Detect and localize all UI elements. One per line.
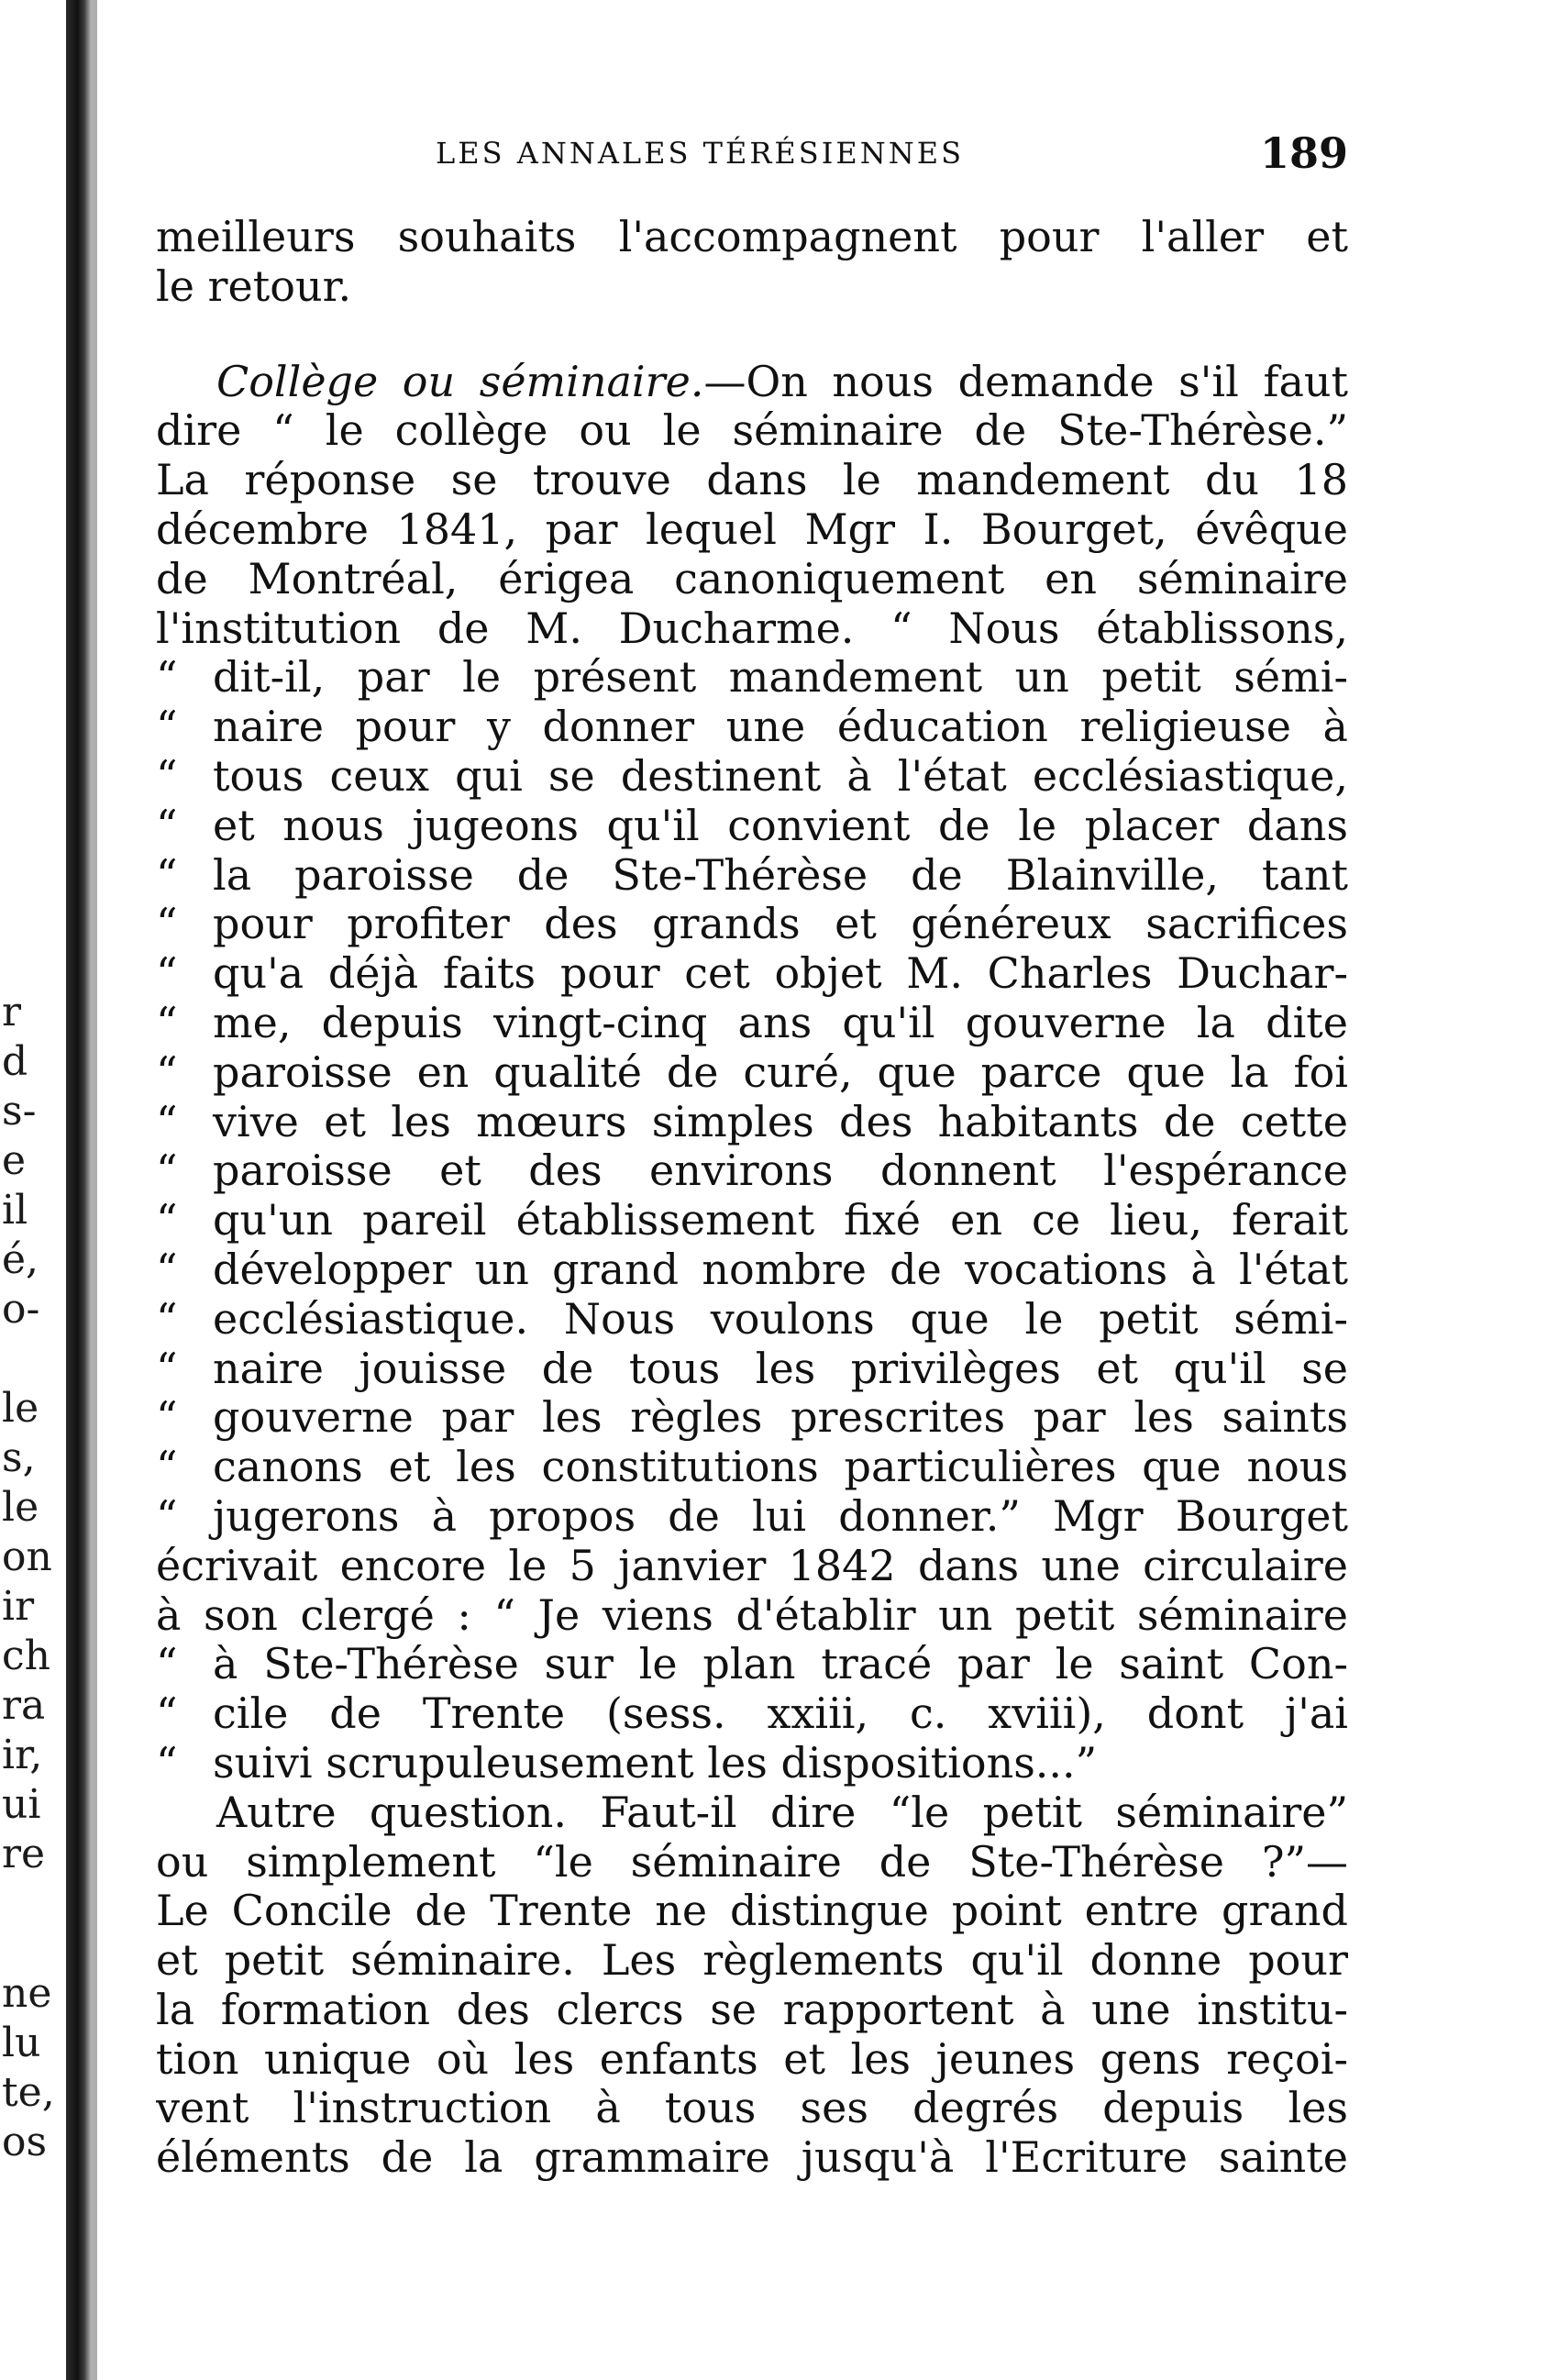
quote-mark: “ [156,1689,178,1739]
text-run: Autre question. Faut-il dire “le petit séminaire” [216,1788,1348,1837]
quote-mark: “ [156,1294,178,1344]
quote-mark: “ [156,1196,178,1245]
quoted-text: qu'a déjà faits pour cet objet M. Charles Duchar- [213,949,1348,999]
quote-mark: “ [156,1393,178,1443]
margin-fragment: é, [2,1236,39,1283]
text-line [156,358,1348,407]
quoted-text: paroisse en qualité de curé, que parce que la foi [213,1047,1348,1097]
quote-mark: “ [156,1344,178,1393]
quoted-text: me, depuis vingt-cinq ans qu'il gouverne la dite [213,998,1348,1047]
quoted-text: jugerons à propos de lui donner.” Mgr Bourget [213,1491,1348,1541]
quoted-line [156,653,1348,703]
adjacent-page-fragments [2,0,62,2380]
paragraph-gap [156,312,1348,358]
quoted-line [156,752,1348,802]
quoted-text: canons et les constitutions particulières que nous [213,1443,1348,1492]
quote-mark: “ [156,1047,178,1097]
margin-fragment: lu [2,2020,41,2066]
quoted-text: la paroisse de Ste-Thérèse de Blainville, tant [213,850,1348,900]
quoted-line [156,1098,1348,1147]
margin-fragment: ra [2,1682,46,1729]
quoted-text: et nous jugeons qu'il convient de le placer dans [213,801,1348,850]
margin-fragment: os [2,2119,48,2165]
quoted-text: tous ceux qui se destinent à l'état ecclésiastique, [213,751,1348,801]
section-heading: Collège ou séminaire. [216,357,704,406]
quoted-line [156,802,1348,851]
quote-mark: “ [156,1640,178,1689]
quote-mark: “ [156,850,178,900]
quoted-text: pour profiter des grands et généreux sacrifices [213,900,1348,949]
quoted-text: cile de Trente (sess. xxiii, c. xviii), dont j'ai [213,1689,1348,1739]
quote-mark: “ [156,703,178,752]
text-line: meilleurs souhaits l'accompagnent pour l'aller et [156,213,1348,261]
paragraph-continuation [156,213,1348,312]
quoted-text: qu'un pareil établissement fixé en ce lieu, ferait [213,1196,1348,1245]
quoted-text: naire jouisse de tous les privilèges et qu'il se [213,1344,1348,1393]
text-line [156,1788,1348,1838]
text-line: le retour. [156,261,352,311]
margin-fragment: on [2,1533,52,1580]
quoted-line [156,1295,1348,1345]
margin-fragment: o- [2,1286,40,1333]
quoted-line [156,1689,1348,1739]
margin-fragment: le [2,1484,39,1531]
quote-mark: “ [156,949,178,999]
quoted-line [156,999,1348,1048]
quote-mark: “ [156,1146,178,1196]
margin-fragment: d [2,1038,28,1085]
quoted-text: suivi scrupuleusement les dispositions...” [213,1738,1098,1788]
quoted-line [156,1345,1348,1394]
paragraph-autre-question [156,1788,1348,2183]
quoted-text: ecclésiastique. Nous voulons que le petit sémi- [213,1294,1348,1344]
quote-mark: “ [156,1491,178,1541]
quoted-text: naire pour y donner une éducation religieuse à [213,703,1348,752]
text-line: écrivait encore le 5 janvier 1842 dans une circulaire [156,1541,1348,1590]
margin-fragment: re [2,1831,46,1877]
text-line: la formation des clercs se rapportent à une institu- [156,1985,1348,2034]
margin-fragment: s- [2,1088,37,1135]
margin-fragment: r [2,989,22,1035]
page-number: 189 [1259,128,1348,178]
quote-mark: “ [156,998,178,1047]
text-line: éléments de la grammaire jusqu'à l'Ecriture sainte [156,2133,1348,2183]
margin-fragment: ui [2,1781,41,1828]
quoted-line [156,1146,1348,1196]
text-line: dire “ le collège ou le séminaire de Ste-Thérèse.” [156,406,1348,456]
quoted-text: à Ste-Thérèse sur le plan tracé par le saint Con- [213,1640,1348,1689]
quote-mark: “ [156,801,178,850]
text-body [156,213,1348,2183]
quoted-text: vive et les mœurs simples des habitants de cette [213,1097,1348,1146]
text-line: vent l'instruction à tous ses degrés depuis les [156,2084,1348,2133]
quote-mark: “ [156,1097,178,1146]
quoted-line [156,703,1348,752]
margin-fragment: e [2,1137,27,1184]
text-line: ou simplement “le séminaire de Ste-Thérèse ?”— [156,1837,1348,1887]
page-gutter [0,0,108,2380]
quoted-text: dit-il, par le présent mandement un petit sémi- [213,653,1348,703]
margin-fragment: ir, [2,1732,43,1778]
quoted-line [156,1196,1348,1245]
text-line: tion unique où les enfants et les jeunes gens reçoi- [156,2034,1348,2084]
quoted-line [156,1048,1348,1098]
quoted-text: paroisse et des environs donnent l'espérance [213,1146,1348,1196]
text-line: de Montréal, érigea canoniquement en séminaire [156,554,1348,603]
quoted-line [156,900,1348,949]
quote-mark: “ [156,653,178,703]
text-line: l'institution de M. Ducharme. “ Nous établissons, [156,603,1348,653]
quote-mark: “ [156,900,178,949]
quoted-line [156,1443,1348,1492]
binding-edge [92,0,97,2380]
margin-fragment: le [2,1385,39,1432]
text-line: Le Concile de Trente ne distingue point entre grand [156,1887,1348,1936]
quoted-text: développer un grand nombre de vocations à l'état [213,1245,1348,1294]
margin-fragment: il [2,1187,28,1234]
quoted-line [156,1245,1348,1295]
quote-mark: “ [156,751,178,801]
quoted-line [156,1739,1348,1788]
paragraph-college-ou-seminaire [156,358,1348,1788]
margin-fragment: s, [2,1434,36,1481]
quoted-line [156,1640,1348,1689]
margin-fragment: ir [2,1583,35,1630]
margin-fragment: te, [2,2069,55,2116]
text-line: et petit séminaire. Les règlements qu'il donne pour [156,1936,1348,1986]
quote-mark: “ [156,1245,178,1294]
text-run: —On nous demande s'il faut [703,357,1348,406]
margin-fragment: ne [2,1970,52,2017]
text-line: La réponse se trouve dans le mandement du 18 [156,456,1348,505]
binding-shadow [66,0,92,2380]
quoted-line [156,851,1348,901]
quoted-line [156,1393,1348,1443]
quote-mark: “ [156,1443,178,1492]
quoted-line [156,949,1348,999]
quoted-text: gouverne par les règles prescrites par les saints [213,1393,1348,1443]
running-title: LES ANNALES TÉRÉSIENNES [436,136,964,171]
margin-fragment: ch [2,1633,50,1679]
text-line: à son clergé : “ Je viens d'établir un petit séminaire [156,1590,1348,1640]
text-line: décembre 1841, par lequel Mgr I. Bourget, évêque [156,504,1348,554]
quoted-line [156,1492,1348,1542]
running-head [156,128,1348,183]
quote-mark: “ [156,1738,178,1788]
